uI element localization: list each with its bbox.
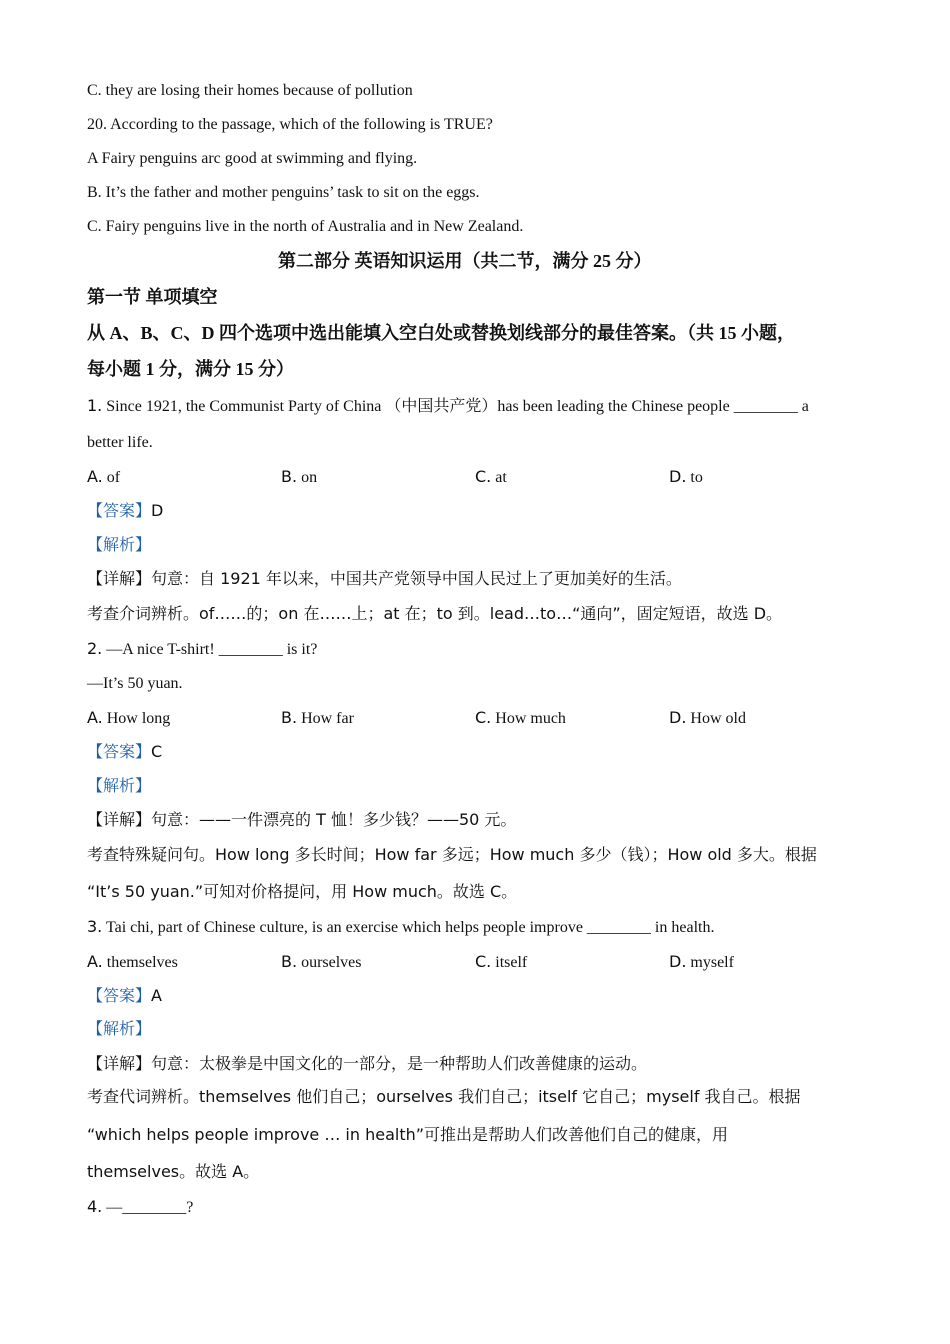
q1-stem-continued: better life. [87,434,153,451]
q1-option-c [475,467,507,488]
option-letter: B. [281,952,298,971]
option-letter: B. [281,467,298,486]
detail-text: 句意：自 1921 年以来，中国共产党领导中国人民过上了更加美好的生活。 [151,569,682,588]
q1-option-a [87,467,120,488]
q2-option-c [475,708,566,729]
q2-analysis-tag: 【解析】 [87,778,152,795]
section-instructions-line2: 每小题 1 分，满分 15 分） [87,359,294,379]
option-letter: D. [669,708,687,727]
q2-number: 2. [87,639,103,658]
q2-option-a [87,708,170,729]
q3-explanation-line2: “which helps people improve … in health”可推出是帮助人们改善他们自己的健康，用 [87,1125,729,1144]
option-text: itself [491,954,528,971]
q1-explanation: 考查介词辨析。of……的；on 在……上；at 在；to 到。lead…to…“通向”，固定短语，故选 D。 [87,604,783,623]
q2-stem-text: —A nice T-shirt! ________ is it? [102,641,318,658]
q1-stem-text: Since 1921, the Communist Party of China （中国共产党）has been leading the Chinese people ________ a [102,398,809,415]
option-text: How old [686,710,746,727]
option-letter: D. [669,467,687,486]
option-letter: C. [475,952,492,971]
q1-option-b [281,467,317,488]
answer-value: D [151,501,164,520]
q20-stem: 20. According to the passage, which of the following is TRUE? [87,116,493,133]
q4-stem [87,1197,193,1218]
option-text: How long [102,710,171,727]
detail-tag: 【详解】 [87,812,152,829]
option-text: on [297,469,318,486]
detail-tag: 【详解】 [87,571,152,588]
q1-option-d [669,467,703,488]
q3-explanation-line1: 考查代词辨析。themselves 他们自己；ourselves 我们自己；itself 它自己；myself 我自己。根据 [87,1087,801,1106]
q1-answer [87,501,163,522]
q3-option-c [475,952,527,973]
q2-option-b [281,708,354,729]
option-letter: C. [475,467,492,486]
option-text: myself [686,954,734,971]
q20-option-c: C. Fairy penguins live in the north of Australia and in New Zealand. [87,218,524,235]
answer-value: C [151,742,163,761]
option-letter: C. [475,708,492,727]
section-one-heading: 第一节 单项填空 [87,287,218,307]
q1-analysis-tag: 【解析】 [87,537,152,554]
answer-tag: 【答案】 [87,744,152,761]
q2-reply: —It’s 50 yuan. [87,675,183,692]
q20-option-a: A Fairy penguins arc good at swimming and flying. [87,150,418,167]
q1-detail [87,569,682,590]
q3-option-b [281,952,362,973]
option-letter: A. [87,467,103,486]
answer-value: A [151,986,162,1005]
option-text: How much [491,710,566,727]
option-text: at [491,469,507,486]
q3-option-d [669,952,734,973]
q3-number: 3. [87,917,103,936]
q2-explanation-line1: 考查特殊疑问句。How long 多长时间；How far 多远；How much 多少（钱）；How old 多大。根据 [87,845,817,864]
option-text: themselves [102,954,178,971]
option-text: How far [297,710,354,727]
option-text: to [686,469,703,486]
q3-stem-text: Tai chi, part of Chinese culture, is an exercise which helps people improve ________ in health. [102,919,715,936]
option-letter: D. [669,952,687,971]
detail-text: 句意：——一件漂亮的 T 恤！多少钱？——50 元。 [151,810,517,829]
detail-text: 句意：太极拳是中国文化的一部分，是一种帮助人们改善健康的运动。 [151,1054,648,1073]
option-letter: A. [87,952,103,971]
q19-option-c: C. they are losing their homes because of pollution [87,82,413,99]
detail-tag: 【详解】 [87,1056,152,1073]
q3-explanation-line3: themselves。故选 A。 [87,1162,260,1181]
q2-explanation-line2: “It’s 50 yuan.”可知对价格提问，用 How much。故选 C。 [87,882,518,901]
q3-analysis-tag: 【解析】 [87,1021,152,1038]
q4-number: 4. [87,1197,103,1216]
q1-stem [87,396,809,417]
q2-answer [87,742,162,763]
answer-tag: 【答案】 [87,988,152,1005]
option-text: ourselves [297,954,362,971]
q20-option-b: B. It’s the father and mother penguins’ task to sit on the eggs. [87,184,480,201]
option-text: of [102,469,121,486]
q3-option-a [87,952,178,973]
option-letter: B. [281,708,298,727]
option-letter: A. [87,708,103,727]
q2-option-d [669,708,746,729]
q3-detail [87,1054,647,1075]
answer-tag: 【答案】 [87,503,152,520]
q2-stem [87,639,317,660]
part-two-title: 第二部分 英语知识运用（共二节，满分 25 分） [278,251,652,271]
section-instructions-line1: 从 A、B、C、D 四个选项中选出能填入空白处或替换划线部分的最佳答案。（共 15 小题， [87,323,795,343]
q3-answer [87,986,162,1007]
q3-stem [87,917,714,938]
q1-number: 1. [87,396,103,415]
q2-detail [87,810,516,831]
q4-stem-text: —________? [102,1199,194,1216]
